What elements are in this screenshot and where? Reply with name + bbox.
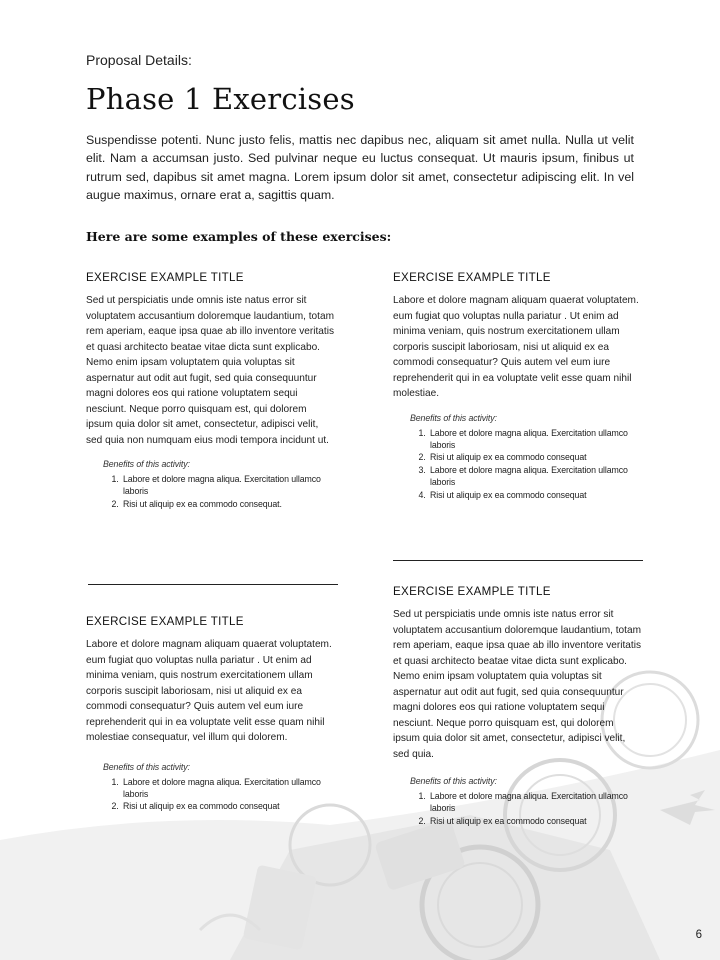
exercise-title: EXERCISE EXAMPLE TITLE bbox=[86, 271, 244, 284]
benefits-block bbox=[410, 776, 643, 827]
exercise-title: EXERCISE EXAMPLE TITLE bbox=[86, 615, 244, 628]
benefit-item: 2. Risi ut aliquip ex ea commodo consequat bbox=[428, 815, 643, 827]
divider-left bbox=[88, 584, 338, 585]
exercise-body: Sed ut perspiciatis unde omnis iste natus error sit voluptatem accusantium doloremque laudantium, totam rem aperiam, eaque ipsa quae ab illo inventore veritatis et quasi architecto beatae vitae dicta sunt explicabo. Nemo enim ipsam voluptatem quia voluptas sit aspernatur aut odit aut fugit, sed quia consequuntur magni dolores eos qui ratione voluptatem sequi nesciunt. Neque porro quisquam est, qui dolorem ipsum quia dolor sit amet, consectetur, adipisci velit, sed quia. bbox=[393, 609, 641, 760]
benefit-item: 4. Risi ut aliquip ex ea commodo consequat bbox=[428, 489, 643, 501]
divider-right bbox=[393, 560, 643, 561]
benefits-list bbox=[103, 776, 336, 813]
benefits-block bbox=[410, 413, 643, 501]
benefit-item: 2. Risi ut aliquip ex ea commodo consequat. bbox=[121, 498, 336, 510]
exercise-title: EXERCISE EXAMPLE TITLE bbox=[393, 585, 551, 598]
exercise-card bbox=[86, 615, 336, 813]
benefits-list bbox=[410, 790, 643, 827]
benefit-item: 1. Labore et dolore magna aliqua. Exercitation ullamco laboris bbox=[121, 776, 336, 801]
exercise-body: Sed ut perspiciatis unde omnis iste natus error sit voluptatem accusantium doloremque laudantium, totam rem aperiam, eaque ipsa quae ab illo inventore veritatis et quasi architecto beatae vitae dicta sunt explicabo. Nemo enim ipsam voluptatem quia voluptas sit aspernatur aut odit aut fugit, sed quia consequuntur magni dolores eos qui ratione voluptatem sequi nesciunt. Neque porro quisquam est, qui dolorem ipsum quia dolor sit amet, consectetur, adipisci velit, sed quia non numquam eius modi tempora incidunt ut. bbox=[86, 295, 334, 446]
page-number: 6 bbox=[695, 929, 702, 941]
exercise-card bbox=[393, 585, 643, 827]
intro-paragraph: Suspendisse potenti. Nunc justo felis, mattis nec dapibus nec, aliquam sit amet nulla. Nulla ut velit elit. Nam a accumsan justo. Sed pulvinar neque eu luctus consequat. Ut mauris ipsum, finibus ut rutrum sed, dapibus sit amet magna. Lorem ipsum dolor sit amet, consectetur adipiscing elit. In vel augue maximus, ornare erat a, sagittis quam. bbox=[86, 133, 634, 203]
exercise-title: EXERCISE EXAMPLE TITLE bbox=[393, 271, 551, 284]
exercise-card bbox=[393, 271, 643, 501]
benefits-label: Benefits of this activity: bbox=[410, 776, 497, 786]
section-label: Proposal Details: bbox=[86, 52, 192, 68]
benefit-item: 2. Risi ut aliquip ex ea commodo consequat bbox=[428, 451, 643, 463]
page-title: Phase 1 Exercises bbox=[86, 82, 355, 116]
benefits-block bbox=[103, 762, 336, 813]
examples-heading: Here are some examples of these exercises: bbox=[86, 229, 392, 244]
exercise-card bbox=[86, 271, 336, 510]
benefit-item: 1. Labore et dolore magna aliqua. Exercitation ullamco laboris bbox=[428, 427, 643, 452]
exercise-body: Labore et dolore magnam aliquam quaerat voluptatem. eum fugiat quo voluptas nulla pariatur . Ut enim ad minima veniam, quis nostrum exercitationem ullam corporis suscipit laboriosam, nisi ut aliquid ex ea commodi consequatur? Quis autem vel eum iure reprehenderit qui in ea voluptate velit esse quam nihil molestiae. bbox=[393, 295, 639, 399]
benefits-list bbox=[410, 427, 643, 501]
benefits-label: Benefits of this activity: bbox=[103, 459, 190, 469]
benefit-item: 2. Risi ut aliquip ex ea commodo consequat bbox=[121, 800, 336, 812]
exercise-body: Labore et dolore magnam aliquam quaerat voluptatem. eum fugiat quo voluptas nulla pariatur . Ut enim ad minima veniam, quis nostrum exercitationem ullam corporis suscipit laboriosam, nisi ut aliquid ex ea commodi consequatur? Quis autem vel eum iure reprehenderit qui in ea voluptate velit esse quam nihil molestiae consequatur, vel illum qui dolorem. bbox=[86, 639, 332, 743]
benefit-item: 1. Labore et dolore magna aliqua. Exercitation ullamco laboris bbox=[428, 790, 643, 815]
benefits-block bbox=[103, 459, 336, 510]
benefit-item: 3. Labore et dolore magna aliqua. Exercitation ullamco laboris bbox=[428, 464, 643, 489]
benefits-list bbox=[103, 473, 336, 510]
benefits-label: Benefits of this activity: bbox=[410, 412, 497, 423]
benefits-label: Benefits of this activity: bbox=[103, 761, 190, 772]
benefit-item: 1. Labore et dolore magna aliqua. Exercitation ullamco laboris bbox=[121, 473, 336, 498]
